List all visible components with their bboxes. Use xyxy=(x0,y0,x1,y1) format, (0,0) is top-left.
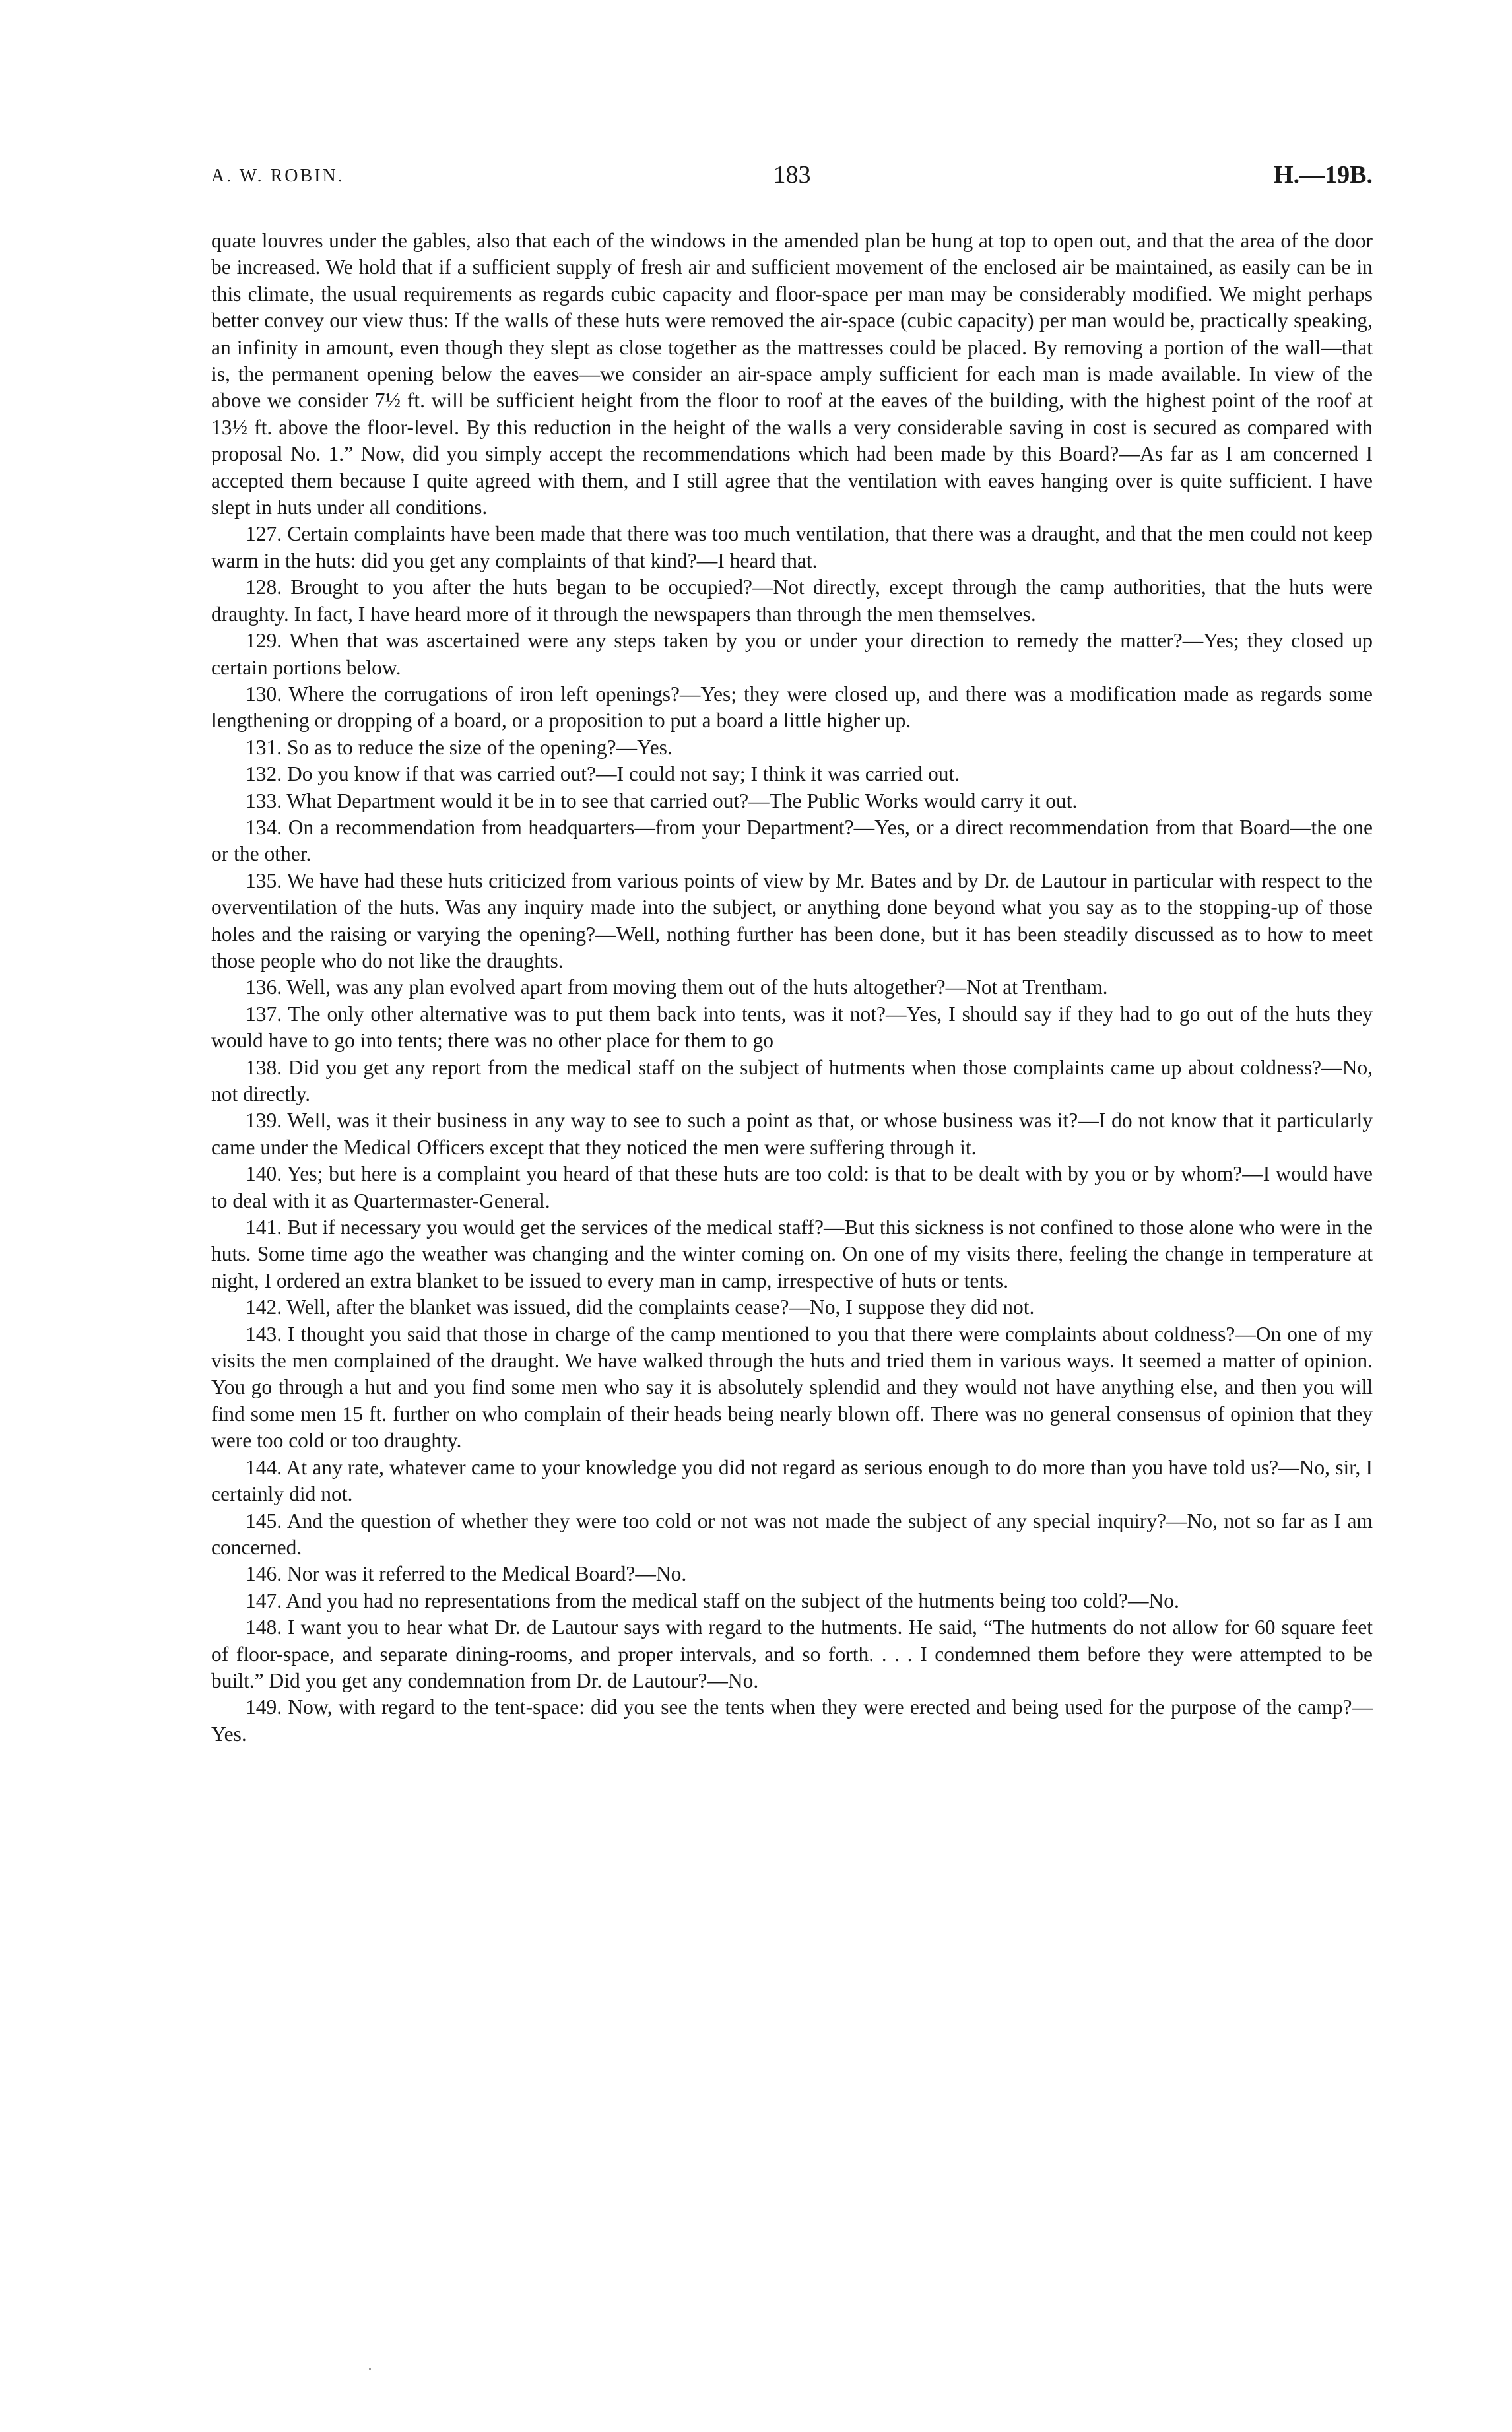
paper-reference: H.—19B. xyxy=(1274,161,1373,189)
question-147: 147. And you had no representations from the medical staff on the subject of the hutments being too cold?—No. xyxy=(246,1589,1179,1612)
question-142: 142. Well, after the blanket was issued, did the complaints cease?—No, I suppose they did not. xyxy=(246,1296,1035,1319)
question-148: 148. I want you to hear what Dr. de Lautour says with regard to the hutments. He said, “The hutments do not allow for 60 square feet of floor-space, and separate dining-rooms, and proper intervals, and so forth. . . . I condemned them before they were attempted to be built.” Did you get any condemnation from Dr. de Lautour?—No. xyxy=(211,1616,1373,1692)
question-140: 140. Yes; but here is a complaint you heard of that these huts are too cold: is that to be dealt with by you or by whom?—I would have to deal with it as Quartermaster-General. xyxy=(211,1162,1373,1212)
question-145: 145. And the question of whether they were too cold or not was not made the subject of any special inquiry?—No, not so far as I am concerned. xyxy=(211,1509,1373,1559)
question-127: 127. Certain complaints have been made that there was too much ventilation, that there was a draught, and that the men could not keep warm in the huts: did you get any complaints of that kind?—I heard that. xyxy=(211,522,1373,572)
question-134: 134. On a recommendation from headquarters—from your Department?—Yes, or a direct recommendation from that Board—the one or the other. xyxy=(211,815,1373,866)
question-144: 144. At any rate, whatever came to your knowledge you did not regard as serious enough to do more than you have told us?—No, sir, I certainly did not. xyxy=(211,1455,1373,1506)
page-number: 183 xyxy=(773,161,811,189)
question-146: 146. Nor was it referred to the Medical Board?—No. xyxy=(246,1562,687,1586)
question-133: 133. What Department would it be in to see that carried out?—The Public Works would carry it out. xyxy=(246,789,1078,812)
question-131: 131. So as to reduce the size of the opening?—Yes. xyxy=(246,735,673,759)
question-135: 135. We have had these huts criticized from various points of view by Mr. Bates and by Dr. de Lautour in particular with respect to the overventilation of the huts. Was any inquiry made into the subject, or anything done beyond what you say as to the stopping-up of those holes and the raising or varying the opening?—Well, nothing further has been done, but it has been steadily discussed as to how to meet those people who do not like the draughts. xyxy=(211,869,1373,972)
page-header xyxy=(211,155,1373,201)
question-139: 139. Well, was it their business in any way to see to such a point as that, or whose business was it?—I do not know that it particularly came under the Medical Officers except that they noticed the men were suffering through it. xyxy=(211,1109,1373,1159)
question-137: 137. The only other alternative was to put them back into tents, was it not?—Yes, I should say if they had to go out of the huts they would have to go into tents; there was no other place for them to go xyxy=(211,1002,1373,1053)
question-149: 149. Now, with regard to the tent-space: did you see the tents when they were erected and being used for the purpose of the camp?—Yes. xyxy=(211,1695,1373,1746)
document-page xyxy=(211,155,1373,1748)
question-141: 141. But if necessary you would get the services of the medical staff?—But this sickness is not confined to those alone who were in the huts. Some time ago the weather was changing and the winter coming on. On one of my visits there, feeling the change in temperature at night, I ordered an extra blanket to be issued to every man in camp, irrespective of huts or tents. xyxy=(211,1216,1373,1292)
question-130: 130. Where the corrugations of iron left openings?—Yes; they were closed up, and there was a modification made as regards some lengthening or dropping of a board, or a proposition to put a board a little higher up. xyxy=(211,682,1373,733)
question-143: 143. I thought you said that those in charge of the camp mentioned to you that there were complaints about coldness?—On one of my visits the men complained of the draught. We have walked through the huts and tried them in various ways. It seemed a matter of opinion. You go through a hut and you find some men who say it is absolutely splendid and they would not have anything else, and then you will find some men 15 ft. further on who complain of their heads being nearly blown off. There was no general consensus of opinion that they were too cold or too draughty. xyxy=(211,1322,1373,1453)
page-speck xyxy=(369,2368,371,2370)
paragraph-continuation: quate louvres under the gables, also that each of the windows in the amended plan be hung at top to open out, and that the area of the door be increased. We hold that if a sufficient supply of fresh air and sufficient movement of the enclosed air be maintained, as easily can be in this climate, the usual requirements as regards cubic capacity and floor-space per man may be considerably modified. We might perhaps better convey our view thus: If the walls of these huts were removed the air-space (cubic capacity) per man would be, practically speaking, an infinity in amount, even though they slept as close together as the mattresses could be placed. By removing a portion of the wall—that is, the permanent opening below the eaves—we consider an air-space amply sufficient for each man is made available. In view of the above we consider 7½ ft. will be sufficient height from the floor to roof at the eaves of the building, with the highest point of the roof at 13½ ft. above the floor-level. By this reduction in the height of the walls a very considerable saving in cost is secured as compared with proposal No. 1.” Now, did you simply accept the recommendations which had been made by this Board?—As far as I am concerned I accepted them because I quite agreed with them, and I still agree that the ventilation with eaves hanging over is quite sufficient. I have slept in huts under all conditions. xyxy=(211,229,1373,519)
header-witness-name: A. W. ROBIN. xyxy=(211,166,345,186)
document-body xyxy=(211,228,1373,1748)
question-132: 132. Do you know if that was carried out?—I could not say; I think it was carried out. xyxy=(246,762,960,786)
question-136: 136. Well, was any plan evolved apart from moving them out of the huts altogether?—Not at Trentham. xyxy=(246,975,1108,999)
question-128: 128. Brought to you after the huts began to be occupied?—Not directly, except through the camp authorities, that the huts were draughty. In fact, I have heard more of it through the newspapers than through the men themselves. xyxy=(211,575,1373,626)
question-138: 138. Did you get any report from the medical staff on the subject of hutments when those complaints came up about coldness?—No, not directly. xyxy=(211,1055,1373,1105)
question-129: 129. When that was ascertained were any steps taken by you or under your direction to remedy the matter?—Yes; they closed up certain portions below. xyxy=(211,629,1373,679)
